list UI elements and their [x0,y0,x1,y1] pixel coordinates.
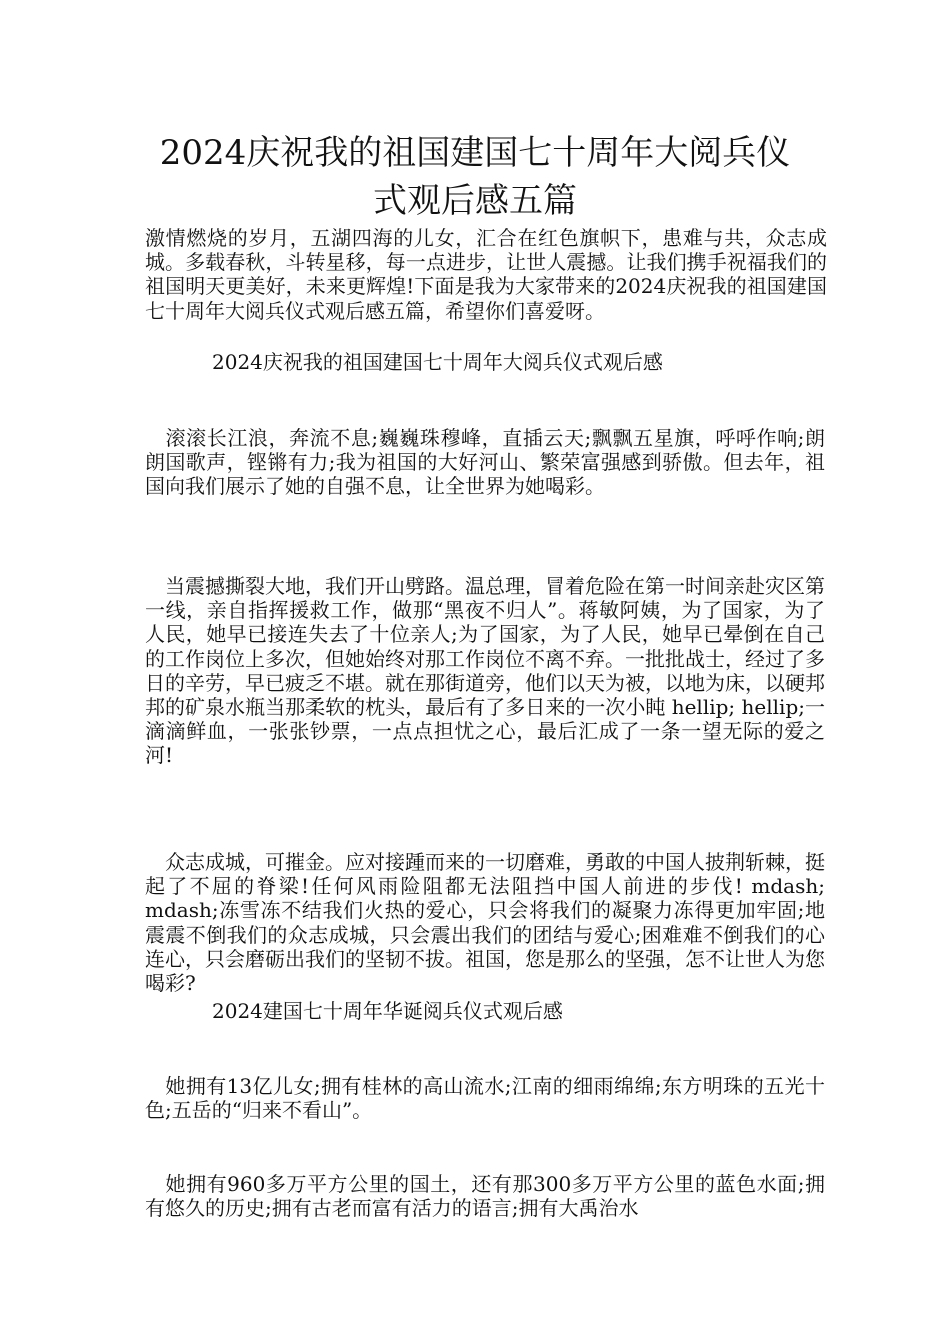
paragraph-5: 她拥有960多万平方公里的国土，还有那300多万平方公里的蓝色水面;拥有悠久的历史;拥有古老而富有活力的语言;拥有大禹治水 [145,1172,825,1221]
paragraph-3: 众志成城，可摧金。应对接踵而来的一切磨难，勇敢的中国人披荆斩棘，挺起了不屈的脊梁!任何风雨险阻都无法阻挡中国人前进的步伐! mdash; mdash;冻雪冻不结我们火热的爱心，只会将我们的凝聚力冻得更加牢固;地震震不倒我们的众志成城，只会震出我们的团结与爱心;困难难不倒我们的心连心，只会磨砺出我们的坚韧不拔。祖国，您是那么的坚强，怎不让世人为您喝彩? [145,850,825,996]
paragraph-1: 滚滚长江浪，奔流不息;巍巍珠穆峰，直插云天;飘飘五星旗，呼呼作响;朗朗国歌声，铿锵有力;我为祖国的大好河山、繁荣富强感到骄傲。但去年，祖国向我们展示了她的自强不息，让全世界为她喝彩。 [145,426,825,499]
intro-paragraph: 激情燃烧的岁月，五湖四海的儿女，汇合在红色旗帜下，患难与共，众志成城。多载春秋，斗转星移，每一点进步，让世人震撼。让我们携手祝福我们的祖国明天更美好，未来更辉煌!下面是我为大家带来的2024庆祝我的祖国建国七十周年大阅兵仪式观后感五篇，希望你们喜爱呀。 [145,226,827,323]
paragraph-4: 她拥有13亿儿女;拥有桂林的高山流水;江南的细雨绵绵;东方明珠的五光十色;五岳的“归来不看山”。 [145,1074,825,1123]
document-title-line-2: 式观后感五篇 [373,181,577,221]
section-subtitle-2: 2024建国七十周年华诞阅兵仪式观后感 [212,999,563,1023]
paragraph-2: 当震撼撕裂大地，我们开山劈路。温总理，冒着危险在第一时间亲赴灾区第一线，亲自指挥援救工作，做那“黑夜不归人”。蒋敏阿姨，为了国家，为了人民，她早已接连失去了十位亲人;为了国家，为了人民，她早已晕倒在自己的工作岗位上多次，但她始终对那工作岗位不离不弃。一批批战士，经过了多日的辛劳，早已疲乏不堪。就在那街道旁，他们以天为被，以地为床，以硬邦邦的矿泉水瓶当那柔软的枕头，最后有了多日来的一次小盹 hellip; hellip;一滴滴鲜血，一张张钞票，一点点担忧之心，最后汇成了一条一望无际的爱之河! [145,574,825,768]
document-title-line-1: 2024庆祝我的祖国建国七十周年大阅兵仪 [159,133,791,173]
section-subtitle-1: 2024庆祝我的祖国建国七十周年大阅兵仪式观后感 [212,350,663,374]
